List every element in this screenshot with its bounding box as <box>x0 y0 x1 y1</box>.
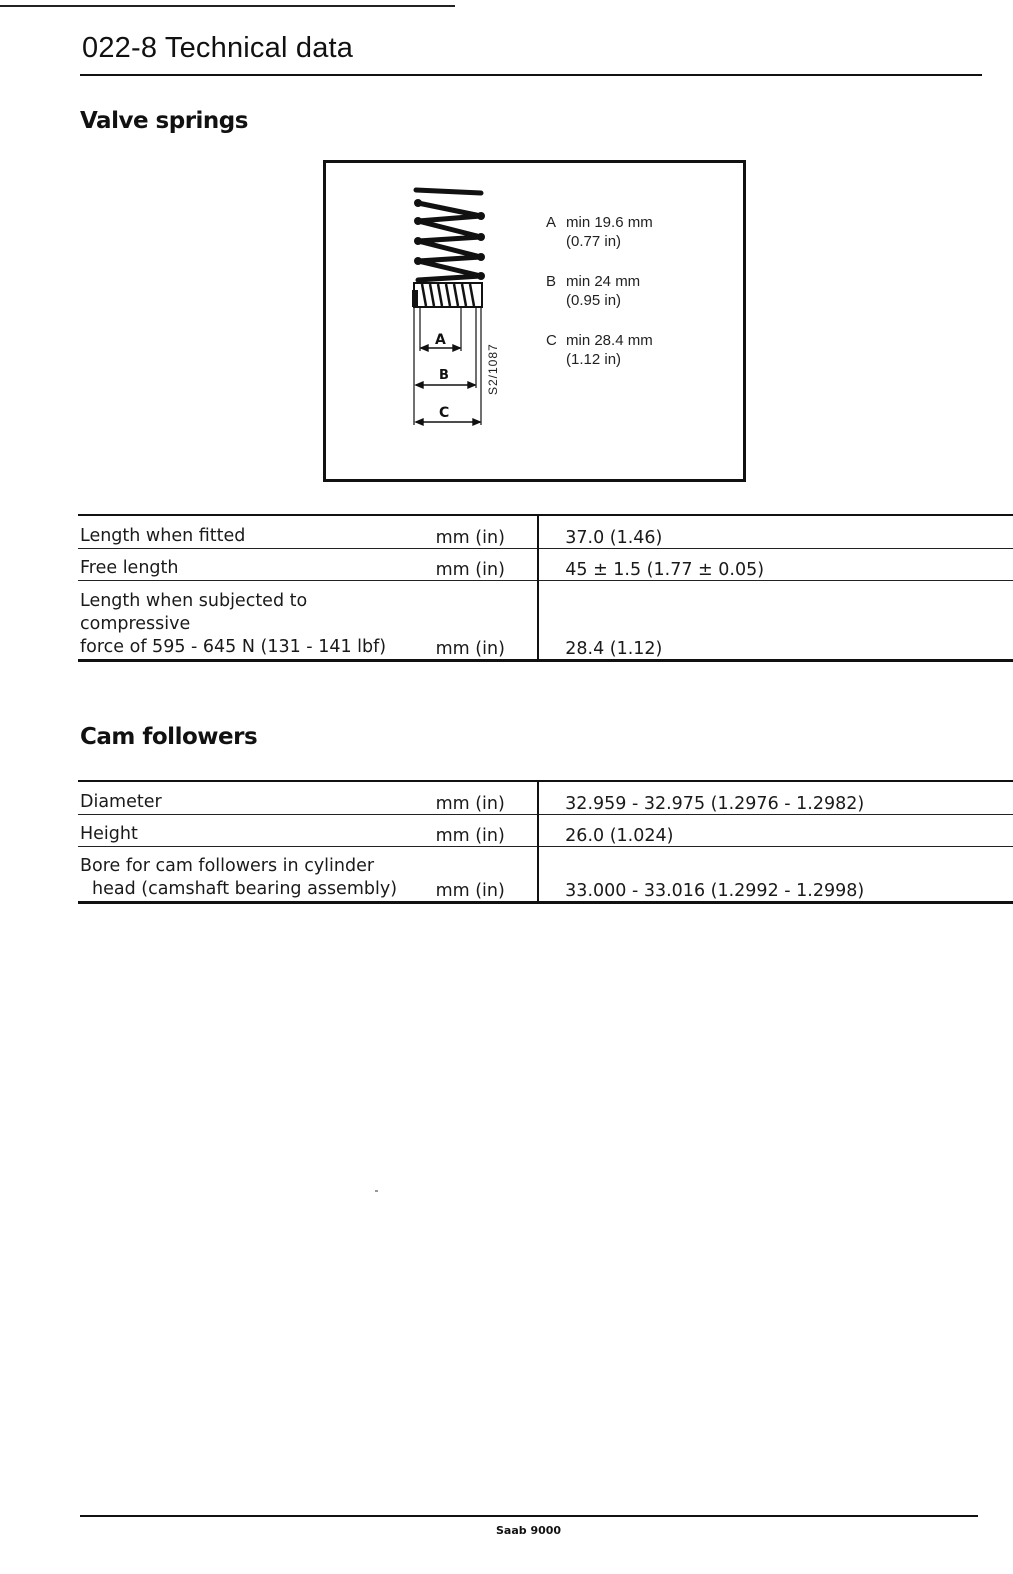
dimension-label-c: C <box>439 405 450 421</box>
valve-spring-figure <box>323 160 746 482</box>
legend-imperial: (0.77 in) <box>566 233 622 250</box>
row-value: 28.4 (1.12) <box>538 580 1013 660</box>
row-unit: mm (in) <box>431 846 539 902</box>
page-title: 022-8 Technical data <box>82 32 354 64</box>
row-property <box>78 580 431 660</box>
legend-item-b <box>546 272 653 310</box>
table-row <box>78 814 1013 846</box>
row-property-line: force of 595 - 645 N (131 - 141 lbf) <box>80 636 387 657</box>
row-property: Free length <box>78 548 431 580</box>
row-unit: mm (in) <box>431 580 539 660</box>
row-property-line: Length when subjected to <box>80 590 308 611</box>
table-row <box>78 548 1013 580</box>
row-value: 33.000 - 33.016 (1.2992 - 1.2998) <box>538 846 1013 902</box>
row-unit: mm (in) <box>431 781 539 814</box>
legend-item-a <box>546 213 653 251</box>
valve-spring-illustration <box>326 163 743 479</box>
footer-model: Saab 9000 <box>496 1524 562 1537</box>
row-property: Height <box>78 814 431 846</box>
row-property: Length when fitted <box>78 515 431 548</box>
row-unit: mm (in) <box>431 814 539 846</box>
table-row <box>78 580 1013 660</box>
legend-metric: min 24 mm <box>566 273 641 290</box>
legend-imperial: (0.95 in) <box>566 292 622 309</box>
title-rule <box>80 74 982 76</box>
dimension-legend <box>546 213 653 390</box>
legend-code: B <box>546 273 557 290</box>
dimension-label-b: B <box>439 368 449 383</box>
table-row <box>78 781 1013 814</box>
valve-springs-table <box>78 514 1013 662</box>
cam-followers-heading: Cam followers <box>80 724 258 750</box>
row-unit: mm (in) <box>431 548 539 580</box>
valve-springs-heading: Valve springs <box>80 108 248 134</box>
legend-imperial: (1.12 in) <box>566 351 622 368</box>
legend-code: C <box>546 332 557 349</box>
table-row <box>78 515 1013 548</box>
row-value: 26.0 (1.024) <box>538 814 1013 846</box>
dimension-label-a: A <box>435 332 446 348</box>
row-property <box>78 846 431 902</box>
table-row <box>78 846 1013 902</box>
cam-followers-table <box>78 780 1013 904</box>
row-value: 45 ± 1.5 (1.77 ± 0.05) <box>538 548 1013 580</box>
row-property-line: compressive <box>80 613 191 634</box>
legend-code: A <box>546 214 557 231</box>
legend-item-c <box>546 331 653 369</box>
row-property: Diameter <box>78 781 431 814</box>
top-rule <box>0 5 455 7</box>
legend-metric: min 28.4 mm <box>566 332 653 349</box>
row-value: 32.959 - 32.975 (1.2976 - 1.2982) <box>538 781 1013 814</box>
row-property-line: head (camshaft bearing assembly) <box>92 878 398 899</box>
footer-rule <box>80 1515 978 1517</box>
figure-reference: S2/1087 <box>486 343 500 395</box>
spring-coils <box>416 190 481 280</box>
row-value: 37.0 (1.46) <box>538 515 1013 548</box>
row-unit: mm (in) <box>431 515 539 548</box>
row-property-line: Bore for cam followers in cylinder <box>80 855 375 876</box>
legend-metric: min 19.6 mm <box>566 214 653 231</box>
scan-speck <box>375 1190 378 1192</box>
